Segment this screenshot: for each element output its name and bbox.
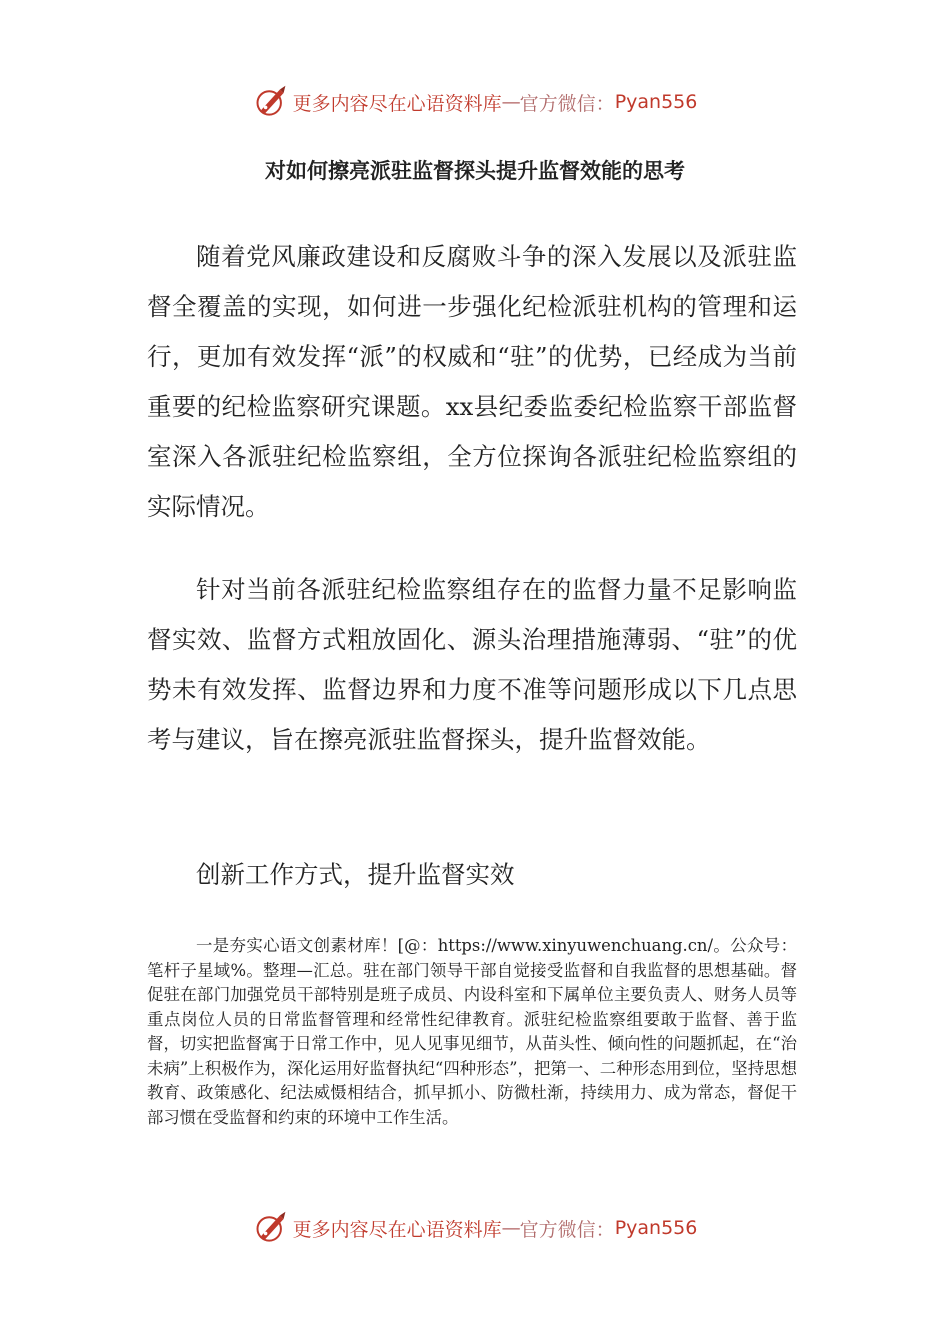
pen-nib-logo-icon <box>253 84 289 120</box>
body-paragraph-2: 针对当前各派驻纪检监察组存在的监督力量不足影响监督实效、监督方式粗放固化、源头治理措施薄弱、“驻”的优势未有效发挥、监督边界和力度不准等问题形成以下几点思考与建议，旨在擦亮派驻监督探头，提升监督效能。 <box>147 575 797 754</box>
banner-separator: — <box>501 1217 520 1239</box>
banner-brand-text: 更多内容尽在心语资料库 <box>292 1218 502 1241</box>
banner-brand-text: 更多内容尽在心语资料库 <box>292 92 502 115</box>
banner-wechat-handle: Pyan556 <box>614 1217 698 1239</box>
document-title: 对如何擦亮派驻监督探头提升监督效能的思考 <box>265 158 685 183</box>
banner-wechat-handle: Pyan556 <box>614 91 698 113</box>
header-banner <box>0 82 950 122</box>
footer-banner <box>0 1208 950 1248</box>
banner-wechat-label: 官方微信： <box>519 92 615 115</box>
section-body-paragraph: 一是夯实心语文创素材库！[@：https://www.xinyuwenchuang.cn/。公众号：笔杆子星域%。整理—汇总。驻在部门领导干部自觉接受监督和自我监督的思想基础。督促驻在部门加强党员干部特别是班子成员、内设科室和下属单位主要负责人、财务人员等重点岗位人员的日常监督管理和经常性纪律教育。派驻纪检监察组要敢于监督、善于监督，切实把监督寓于日常工作中，见人见事见细节，从苗头性、倾向性的问题抓起，在“治未病”上积极作为，深化运用好监督执纪“四种形态”，把第一、二种形态用到位，坚持思想教育、政策感化、纪法威慑相结合，抓早抓小、防微杜渐，持续用力、成为常态，督促干部习惯在受监督和约束的环境中工作生活。 <box>147 936 797 1127</box>
pen-nib-logo-icon <box>253 1210 289 1246</box>
section-heading: 创新工作方式，提升监督实效 <box>196 860 515 889</box>
banner-separator: — <box>501 91 520 113</box>
body-paragraph-1: 随着党风廉政建设和反腐败斗争的深入发展以及派驻监督全覆盖的实现，如何进一步强化纪检派驻机构的管理和运行，更加有效发挥“派”的权威和“驻”的优势，已经成为当前重要的纪检监察研究课题。xx县纪委监委纪检监察干部监督室深入各派驻纪检监察组，全方位探询各派驻纪检监察组的实际情况。 <box>147 242 797 521</box>
banner-wechat-label: 官方微信： <box>519 1218 615 1241</box>
